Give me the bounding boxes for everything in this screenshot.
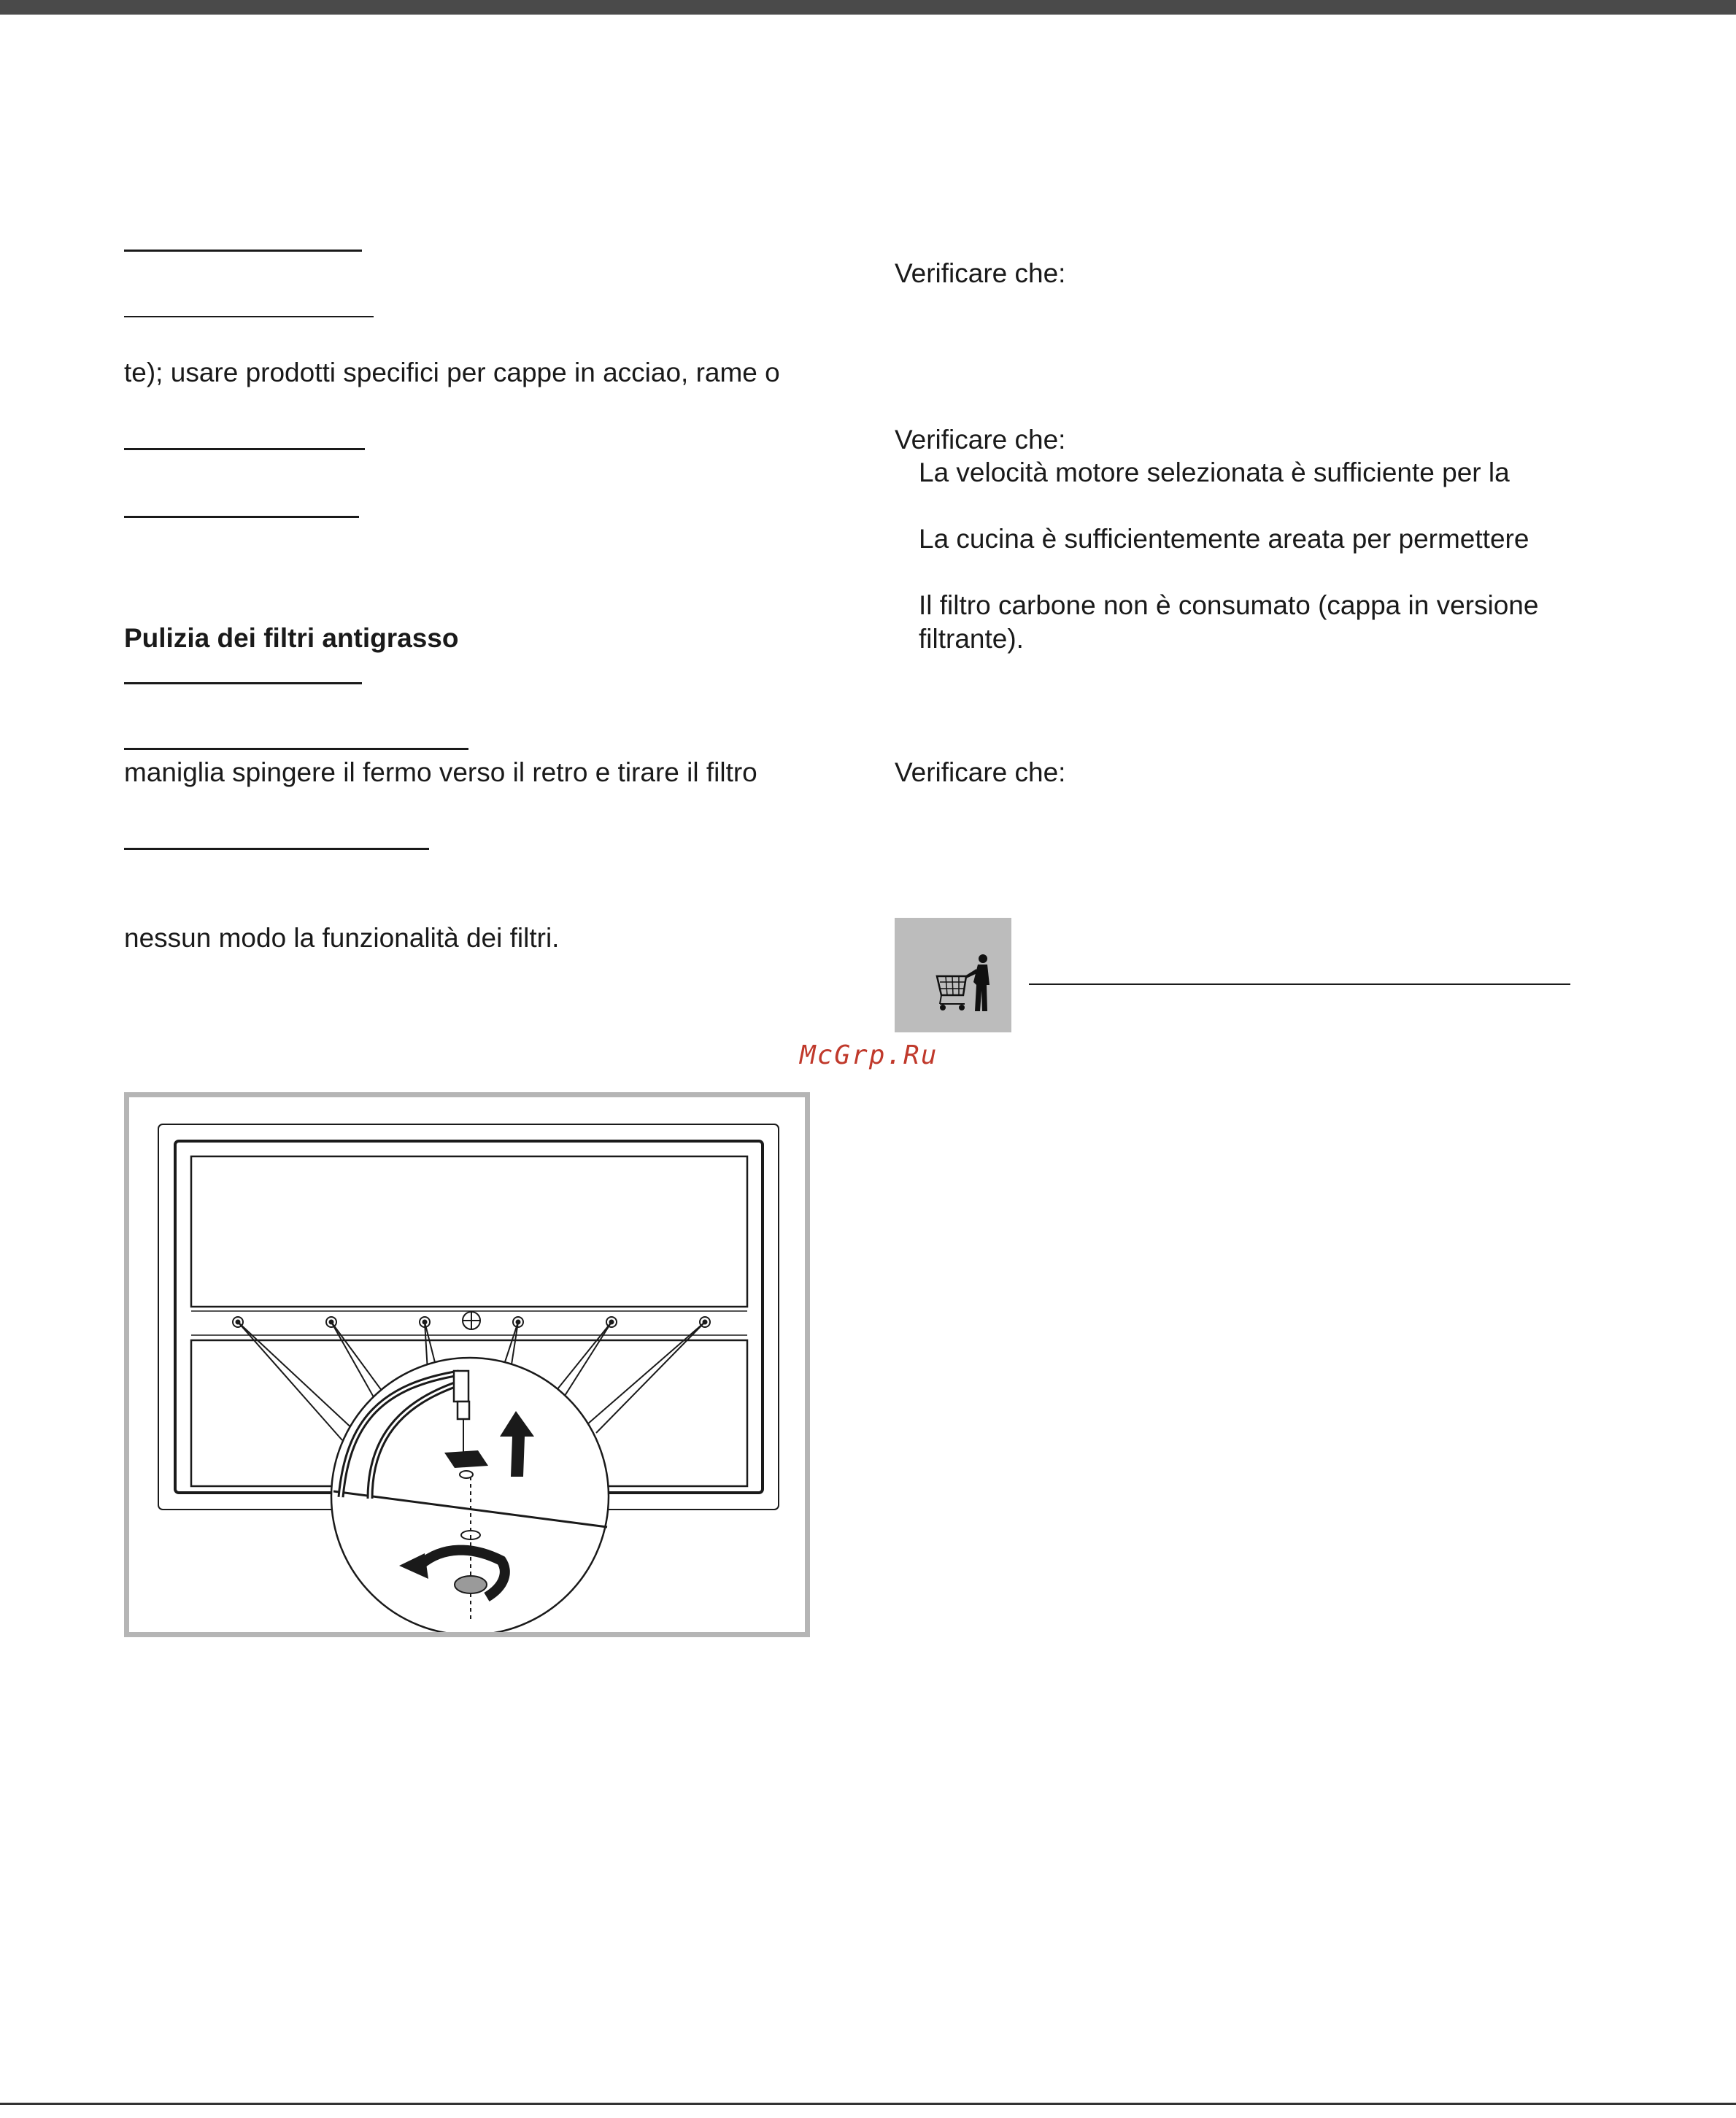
check-heading-3: Verificare che: <box>895 757 1066 787</box>
heading-rule <box>124 848 429 850</box>
service-heading-rule <box>1029 983 1570 985</box>
filter-function-text-line: nessun modo la funzionalità dei filtri. <box>124 923 560 953</box>
section-title-filters: Pulizia dei filtri antigrasso <box>124 623 459 653</box>
shopping-cart-person-icon <box>895 918 1011 1032</box>
page-header-band <box>0 0 1736 15</box>
page-footer-rule <box>0 2103 1736 2105</box>
cleaning-text-line: te); usare prodotti specifici per cappe in acciao, rame o <box>124 357 780 387</box>
service-icon-box <box>895 918 1011 1032</box>
check-item-motor-speed: La velocità motore selezionata è sufficiente per la <box>919 457 1510 487</box>
check-item-carbon-filter-cont: filtrante). <box>919 624 1024 654</box>
watermark-text: McGrp.Ru <box>800 1040 938 1070</box>
check-heading-2: Verificare che: <box>895 425 1066 455</box>
filter-removal-figure <box>124 1092 810 1637</box>
check-item-kitchen-ventilation: La cucina è sufficientemente areata per permettere <box>919 524 1529 554</box>
heading-rule <box>124 682 362 684</box>
heading-rule <box>124 448 365 450</box>
heading-rule <box>124 250 362 252</box>
check-heading-1: Verificare che: <box>895 258 1066 288</box>
filter-handle-text-line: maniglia spingere il fermo verso il retro e tirare il filtro <box>124 757 757 787</box>
check-item-carbon-filter: Il filtro carbone non è consumato (cappa in versione <box>919 590 1539 620</box>
hood-filter-illustration <box>129 1097 805 1632</box>
heading-rule <box>124 748 468 750</box>
heading-rule <box>124 316 374 317</box>
heading-rule <box>124 516 359 518</box>
